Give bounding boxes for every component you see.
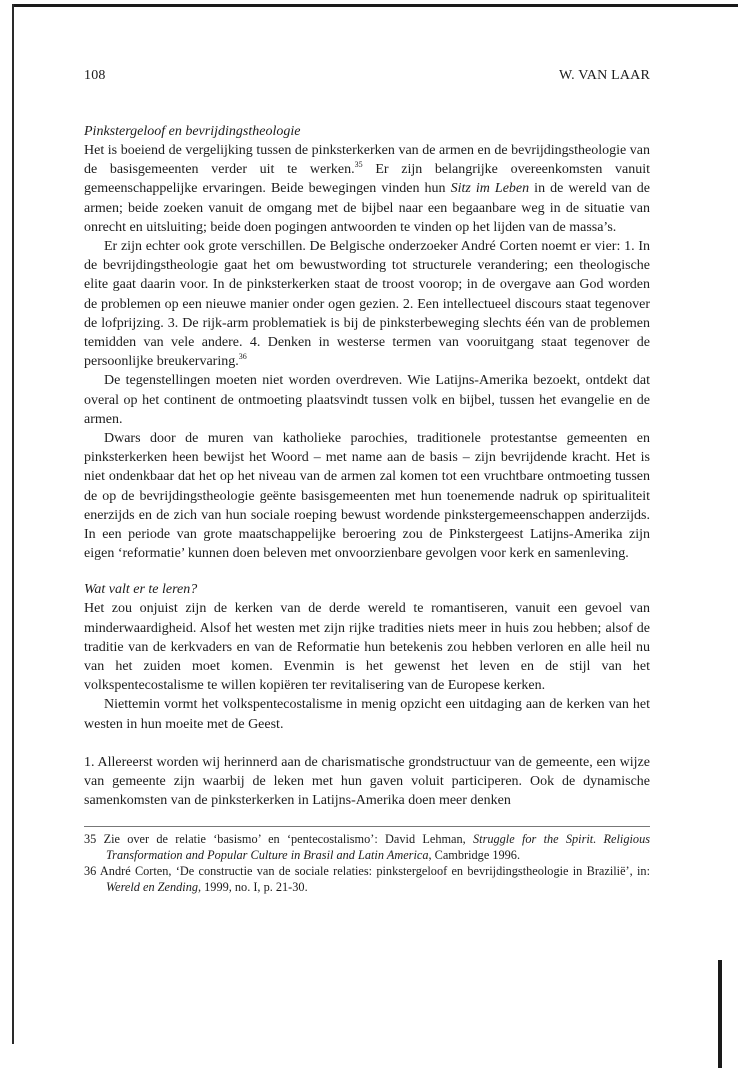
section-heading-wat-valt: Wat valt er te leren? — [84, 582, 198, 598]
running-head — [84, 68, 650, 84]
paragraph: Het is boeiend de vergelijking tussen de pinksterkerken van de armen en de bevrijdingstheologie van de basisgemeenten verder uit te werken.$^{35}$ Er zijn belangrijke overeenkomsten vanuit gemeenschappelijke ervaringen. Beide bewegingen vinden hun Sitz im Leben in de wereld van de armen; beide zoeken vanuit de omgang met de bijbel naar een begaanbare weg in de situatie van onrecht en uitsluiting; beide doen pogingen antwoorden te vinden op het lijden van de massa’s. — [84, 143, 651, 235]
paragraph: De tegenstellingen moeten niet worden overdreven. Wie Latijns-Amerika bezoekt, ontdekt dat overal op het continent de ontmoeting plaatsvindt tussen volk en bijbel, tussen het evangelie en de armen. — [84, 373, 650, 427]
paragraph: Er zijn echter ook grote verschillen. De Belgische onderzoeker André Corten noemt er vier: 1. In de bevrijdingstheologie gaat het om bewustwording tot structurele verandering; een theologische elite gaat daarin voor. In de pinksterkerken staat de troost voorop; in de overgave aan God worden de problemen op een nieuwe manier onder ogen gezien. 2. Een intellectueel discours staat tegenover de lofprijzing. 3. De rijk-arm problematiek is bij de pinksterbeweging slechts één van de problemen temidden van vele andere. 4. Denken in westerse termen van vooruitgang staat tegenover de persoonlijke breukervaring.$^{36}$ — [84, 239, 650, 370]
scan-border-right — [718, 960, 722, 1068]
footnote-ref[interactable]: 35 — [354, 160, 363, 170]
book-page — [84, 68, 650, 895]
footnotes — [84, 826, 650, 896]
paragraph: Niettemin vormt het volkspentecostalisme in menig opzicht een uitdaging aan de kerken van het westen in hun moeite met de Geest. — [84, 697, 650, 732]
paragraph-gap — [84, 734, 650, 753]
footnote-36: 36 André Corten, ‘De constructie van de sociale relaties: pinkstergeloof en bevrijdingstheologie in Brazilië’, in: Wereld en Zending, 1999, no. I, p. 21-30. — [84, 863, 650, 895]
scan-border-left — [12, 4, 14, 1044]
footnote-ref[interactable]: 36 — [238, 352, 247, 362]
paragraph: 1. Allereerst worden wij herinnerd aan de charismatische grondstructuur van de gemeente, een wijze van gemeente zijn waarbij de leken met hun gaven voluit participeren. Ook de dynamische samenkomsten van de pinksterkerken in Latijns-Amerika doen meer denken — [84, 754, 650, 809]
paragraph: Het zou onjuist zijn de kerken van de derde wereld te romantiseren, vanuit een gevoel van minderwaardigheid. Alsof het westen met zijn rijke tradities niets meer in huis zou hebben; alsof de traditie van de kerkvaders en van de Reformatie hun betekenis zou hebben verloren en alle heil nu van het zuiden moet komen. Evenmin is het gewenst het leven en de stijl van het volkspentecostalisme te willen kopiëren ter revitalisering van de Europese kerken. — [84, 601, 650, 694]
running-author: W. VAN LAAR — [558, 68, 650, 83]
scan-border-top — [12, 4, 738, 7]
section-heading-pinkstergeloof: Pinkstergeloof en bevrijdingstheologie — [84, 124, 301, 139]
paragraph: Dwars door de muren van katholieke parochies, traditionele protestantse gemeenten en pinksterkerken heen bewijst het Woord – met name aan de basis – zijn bevrijdende kracht. Het is niet ondenkbaar dat het op het niveau van de armen zal komen tot een vruchtbare ontmoeting tussen de op de bevrijdingstheologie geënte basisgemeenten met hun toenemende nadruk op spiritualiteit enerzijds en de zich van hun sociale roeping bewust wordende pinkstergemeenschappen anderzijds. In een periode van grote maatschappelijke beroering zou de Pinkstergeest Latijns-Amerika zijn eigen ‘reformatie’ kunnen doen beleven met onvoorzienbare gevolgen voor kerk en samenleving. — [84, 431, 650, 562]
page-number: 108 — [84, 68, 106, 83]
footnote-35: 35 Zie over de relatie ‘basismo’ en ‘pentecostalismo’: David Lehman, Struggle for the Spirit. Religious Transformation and Popular Culture in Brasil and Latin America, Cambridge 1996. — [84, 831, 650, 862]
